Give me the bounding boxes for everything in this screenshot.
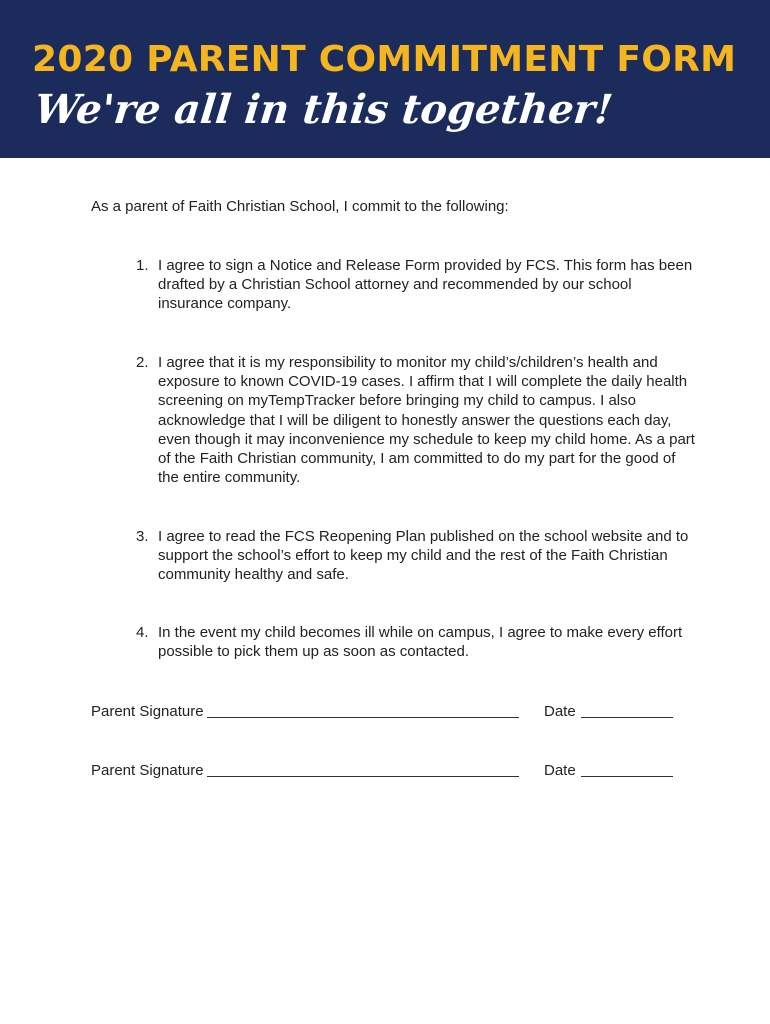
commitment-item [136,353,696,487]
date-line[interactable] [581,776,673,777]
signature-line[interactable] [207,717,519,718]
item-text: In the event my child becomes ill while on campus, I agree to make every effort possible to pick them up as soon as contacted. [158,624,683,661]
item-text: I agree to sign a Notice and Release Form provided by FCS. This form has been drafted by a Christian School attorney and recommended by our school insurance company. [158,257,693,313]
date-label: Date [544,762,576,779]
item-number: 1. [136,257,149,274]
item-text: I agree that it is my responsibility to monitor my child’s/children’s health and exposure to known COVID-19 cases. I affirm that I will complete the daily health screening on myTempTracker before bringing my child to campus. I also acknowledge that I will be diligent to honestly answer the questions each day, even though it may inconvenience my schedule to keep my child home. As a part of the Faith Christian community, I am committed to do my part for the good of the entire community. [158,354,695,487]
header-banner [0,0,770,158]
tagline: We're all in this together! [32,86,615,133]
item-number: 2. [136,354,149,371]
signature-row [91,702,691,722]
signature-label: Parent Signature [91,703,204,720]
commitment-item [136,527,696,585]
commitment-item [136,256,696,314]
date-line[interactable] [581,717,673,718]
item-number: 3. [136,528,149,545]
commitment-item [136,623,696,661]
item-text: I agree to read the FCS Reopening Plan published on the school website and to support the school’s effort to keep my child and the rest of the Faith Christian community healthy and safe. [158,528,689,584]
intro-text: As a parent of Faith Christian School, I commit to the following: [91,198,509,215]
item-number: 4. [136,624,149,641]
form-title: 2020 PARENT COMMITMENT FORM [32,39,737,80]
signature-row [91,761,691,781]
signature-line[interactable] [207,776,519,777]
date-label: Date [544,703,576,720]
signature-label: Parent Signature [91,762,204,779]
